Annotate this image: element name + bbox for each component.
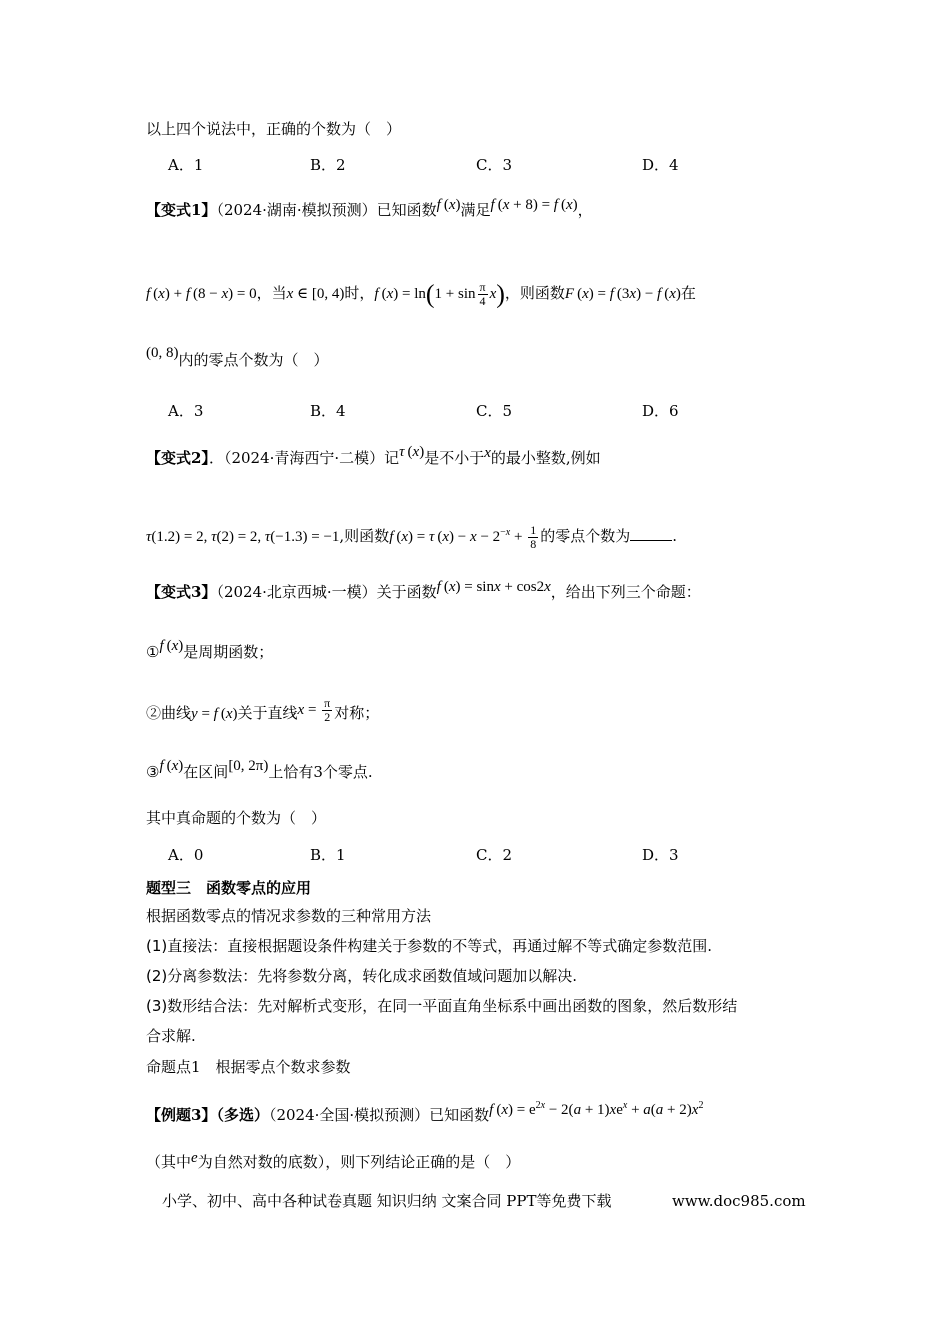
proposition-1: ①f (x)是周期函数； <box>146 638 274 661</box>
section-title: 题型三 函数零点的应用 <box>146 879 312 897</box>
proposition-mark: ① <box>146 643 160 661</box>
v3-option-c: C．2 <box>476 846 513 864</box>
v1-option-a: A．3 <box>168 402 204 420</box>
v1-option-d: D．6 <box>642 402 679 420</box>
q0-option-b: B．2 <box>310 156 346 174</box>
variant1-text: 在 <box>680 283 696 302</box>
q0-option-c: C．3 <box>476 156 513 174</box>
subsection-title: 命题点1 根据零点个数求参数 <box>146 1058 351 1076</box>
proposition-mark: ②曲线 <box>146 703 192 722</box>
variant2-text: 的最小整数,例如 <box>490 449 601 467</box>
v1-option-b: B．4 <box>310 402 346 420</box>
proposition-text: 对称； <box>334 703 380 722</box>
method-1: (1)直接法：直接根据题设条件构建关于参数的不等式，再通过解不等式确定参数范围. <box>146 937 713 955</box>
proposition-mark: ③ <box>146 763 160 781</box>
variant3-label: 【变式3】 <box>146 583 217 601</box>
variant1-text: 满足 <box>460 201 491 219</box>
q0-option-d: D．4 <box>642 156 679 174</box>
variant1-line2: f (x) + f (8 − x) = 0，当x ∈ [0, 4)时，f (x) = ln(1 + sin $\frac{\pi}{4}$ x)，则函数F (x) = f (3x) − f (x)在 <box>146 279 696 309</box>
example3-label: 【例题3】 <box>146 1106 217 1124</box>
variant3-line1: 【变式3】（2024·北京西城·一模）关于函数f (x) = sinx + cos2x，给出下列三个命题： <box>146 579 701 601</box>
variant3-source: （2024·北京西城·一模）关于函数 <box>216 583 437 601</box>
method-3-line2: 合求解. <box>146 1027 196 1045</box>
proposition-3: ③f (x)在区间[0, 2π)上恰有3个零点. <box>146 758 373 781</box>
variant1-line3: (0, 8)内的零点个数为（ ） <box>146 345 329 369</box>
variant2-label: 【变式2】 <box>146 449 209 467</box>
example3-tag: （多选） <box>216 1106 269 1124</box>
example3-text: （其中 <box>146 1153 192 1171</box>
v3-option-d: D．3 <box>642 846 679 864</box>
variant2-text: 的零点个数为 <box>540 527 631 545</box>
q0-option-a: A．1 <box>168 156 204 174</box>
section-intro: 根据函数零点的情况求参数的三种常用方法 <box>146 907 432 925</box>
variant3-text: ，给出下列三个命题： <box>550 583 701 601</box>
variant1-label: 【变式1】 <box>146 201 217 219</box>
intro-line: 以上四个说法中，正确的个数为（ ） <box>146 120 402 138</box>
v3-option-a: A．0 <box>168 846 204 864</box>
proposition-2: ②曲线y = f (x)关于直线x = $\frac{\pi}{2}$ 对称； <box>146 696 380 724</box>
variant2-text: 是不小于 <box>424 449 485 467</box>
example3-line1: 【例题3】（多选）（2024·全国·模拟预测）已知函数f $(x) = e^{2x} - 2(a + 1)xe^x + a(a + 2)x^2$ <box>146 1100 704 1124</box>
variant2-text: . <box>672 527 678 545</box>
variant2-text: ,则函数 <box>339 527 390 545</box>
variant1-source: （2024·湖南·模拟预测）已知函数 <box>216 201 437 219</box>
proposition-text: 关于直线 <box>237 703 298 722</box>
variant1-text: ，则函数 <box>504 283 565 302</box>
variant1-text: 时， <box>344 283 375 302</box>
variant2-line1: 【变式2】．（2024·青海西宁·二模）记τ (x)是不小于x的最小整数,例如 <box>146 444 601 467</box>
answer-blank[interactable] <box>630 526 672 541</box>
footer-url[interactable]: www.doc985.com <box>672 1192 806 1210</box>
example3-text: 为自然对数的底数），则下列结论正确的是（ ） <box>197 1153 521 1171</box>
variant1-line1: 【变式1】（2024·湖南·模拟预测）已知函数f (x)满足f (x + 8) = f (x)， <box>146 197 593 219</box>
method-3-line1: (3)数形结合法：先对解析式变形，在同一平面直角坐标系中画出函数的图象，然后数形结 <box>146 997 738 1015</box>
v3-option-b: B．1 <box>310 846 346 864</box>
variant2-line2: τ(1.2) = 2, τ(2) = 2, τ(−1.3) = −1,则函数f (x) = τ $(x) - x - 2^{-x}$ + $\frac{1}{8}$ 的零点个数为 . <box>146 523 678 552</box>
proposition-text: 上恰有3个零点. <box>268 763 373 781</box>
footer-text: 小学、初中、高中各种试卷真题 知识归纳 文案合同 PPT等免费下载 <box>162 1192 612 1210</box>
proposition-text: 是周期函数； <box>183 643 274 661</box>
variant2-source: ．（2024·青海西宁·二模）记 <box>208 449 400 467</box>
variant1-text: ，当 <box>256 283 287 302</box>
example3-source: （2024·全国·模拟预测）已知函数 <box>268 1106 490 1124</box>
variant3-question: 其中真命题的个数为（ ） <box>146 809 327 827</box>
method-2: (2)分离参数法：先将参数分离，转化成求函数值域问题加以解决. <box>146 967 578 985</box>
example3-line2: （其中e为自然对数的底数），则下列结论正确的是（ ） <box>146 1150 521 1171</box>
v1-option-c: C．5 <box>476 402 513 420</box>
proposition-text: 在区间 <box>183 763 229 781</box>
variant1-text: 内的零点个数为（ ） <box>178 351 329 369</box>
